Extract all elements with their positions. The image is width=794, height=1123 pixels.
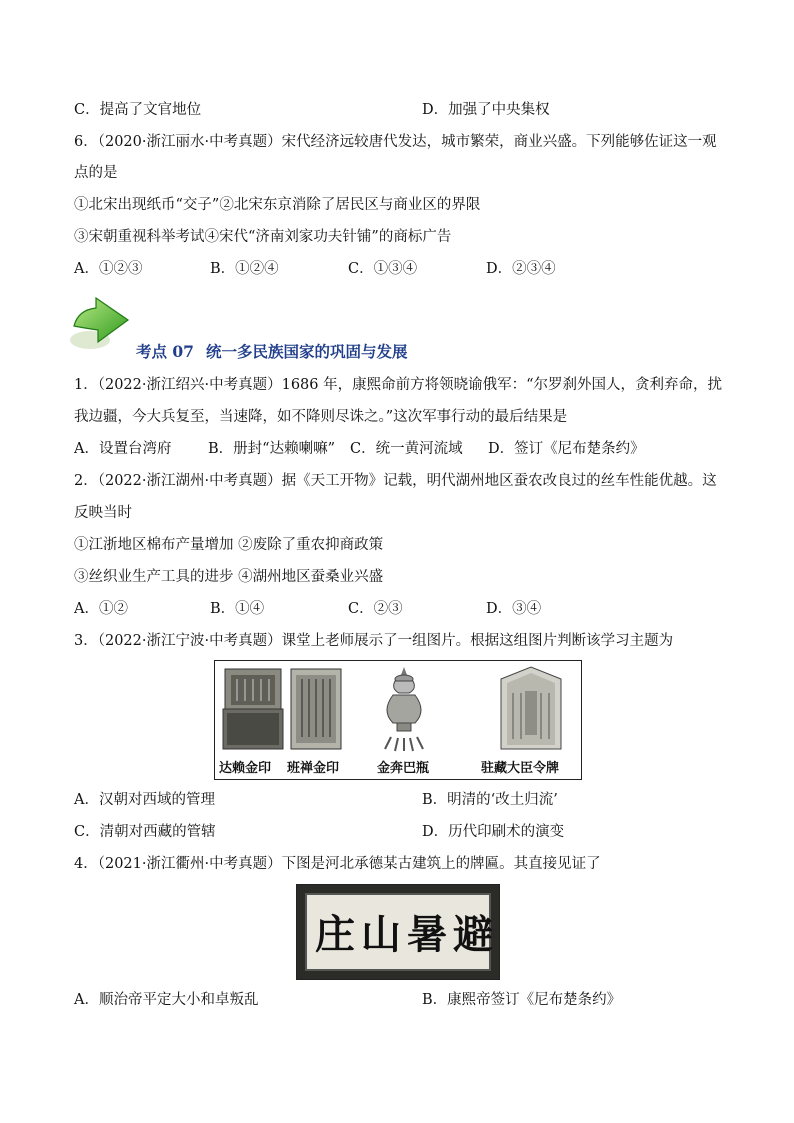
section-number: 考点 07 [136,342,194,361]
q1-stem-line2: 我边疆，今大兵复至，当速降，如不降则尽诛之。”这次军事行动的最后结果是 [74,409,568,425]
q2-options-row [74,599,541,619]
q6-item-line1: ①北宋出现纸币“交子”②北宋东京消除了居民区与商业区的界限 [74,197,481,213]
q3-option-d[interactable]: D．历代印刷术的演变 [422,824,565,840]
q1-option-d[interactable]: D．签订《尼布楚条约》 [488,441,645,457]
q6-item-line2: ③宋朝重视科举考试④宋代“济南刘家功夫针铺”的商标广告 [74,229,452,245]
q6-options-row [74,259,556,279]
q1-option-a[interactable]: A．设置台湾府 [74,441,172,457]
q2-stem-line2: 反映当时 [74,505,132,521]
q3-options-row1 [74,790,558,810]
q2-option-b[interactable]: B．①④ [210,601,265,617]
caption-dalai-seal: 达赖金印 [219,761,272,776]
amban-token-image [493,665,569,753]
panchen-seal-image [287,667,345,753]
plaque-text: 庄山暑避 [315,911,499,958]
q4-option-a[interactable]: A．顺治帝平定大小和卓叛乱 [74,992,259,1008]
q4-option-b[interactable]: B．康熙帝签订《尼布楚条约》 [422,992,622,1008]
q3-options-row2 [74,822,565,842]
q6-stem-line2: 点的是 [74,165,118,181]
q5-option-d[interactable]: D．加强了中央集权 [422,102,550,118]
q5-option-c[interactable]: C．提高了文官地位 [74,102,202,118]
q4-figure-plaque [296,884,500,980]
q2-item-line2: ③丝织业生产工具的进步 ④湖州地区蚕桑业兴盛 [74,569,384,585]
q3-option-a[interactable]: A．汉朝对西域的管理 [74,792,215,808]
q4-stem-line1: 4．（2021·浙江衢州·中考真题）下图是河北承德某古建筑上的牌匾。其直接见证了 [74,856,601,872]
golden-urn-image [371,665,437,753]
q2-item-line1: ①江浙地区棉布产量增加 ②废除了重农抑商政策 [74,537,384,553]
q2-stem-line1: 2．（2022·浙江湖州·中考真题）据《天工开物》记载，明代湖州地区蚕农改良过的丝车性能优越。这 [74,473,717,489]
q1-options-row [74,439,645,459]
q6-stem-line1: 6．（2020·浙江丽水·中考真题）宋代经济远较唐代发达，城市繁荣，商业兴盛。下列能够佐证这一观 [74,134,717,150]
dalai-seal-image [221,667,285,753]
section-heading [136,340,407,362]
q1-option-c[interactable]: C．统一黄河流域 [350,441,463,457]
q6-option-b[interactable]: B．①②④ [210,261,279,277]
q6-option-a[interactable]: A．①②③ [74,261,143,277]
q2-option-a[interactable]: A．①② [74,601,128,617]
section-title: 统一多民族国家的巩固与发展 [205,342,408,361]
caption-golden-urn: 金奔巴瓶 [377,761,430,776]
q2-option-c[interactable]: C．②③ [348,601,403,617]
q4-options-row1 [74,990,622,1010]
q6-option-c[interactable]: C．①③④ [348,261,418,277]
q5-options-row [74,100,550,120]
q1-stem-line1: 1．（2022·浙江绍兴·中考真题）1686 年，康熙命前方将领晓谕俄军：“尔罗刹外国人，贪利弃命，扰 [74,377,723,393]
q3-option-b[interactable]: B．明清的‘改土归流’ [422,792,558,808]
caption-amban-token: 驻藏大臣令牌 [481,761,560,776]
q3-option-c[interactable]: C．清朝对西藏的管辖 [74,824,216,840]
arrow-right-icon [68,296,134,354]
caption-panchen-seal: 班禅金印 [287,761,340,776]
q6-option-d[interactable]: D．②③④ [486,261,556,277]
q1-option-b[interactable]: B．册封“达赖喇嘛” [208,441,335,457]
q3-stem-line1: 3．（2022·浙江宁波·中考真题）课堂上老师展示了一组图片。根据这组图片判断该学习主题为 [74,633,674,649]
q3-figure-tibet-artifacts [214,660,582,780]
q2-option-d[interactable]: D．③④ [486,601,542,617]
